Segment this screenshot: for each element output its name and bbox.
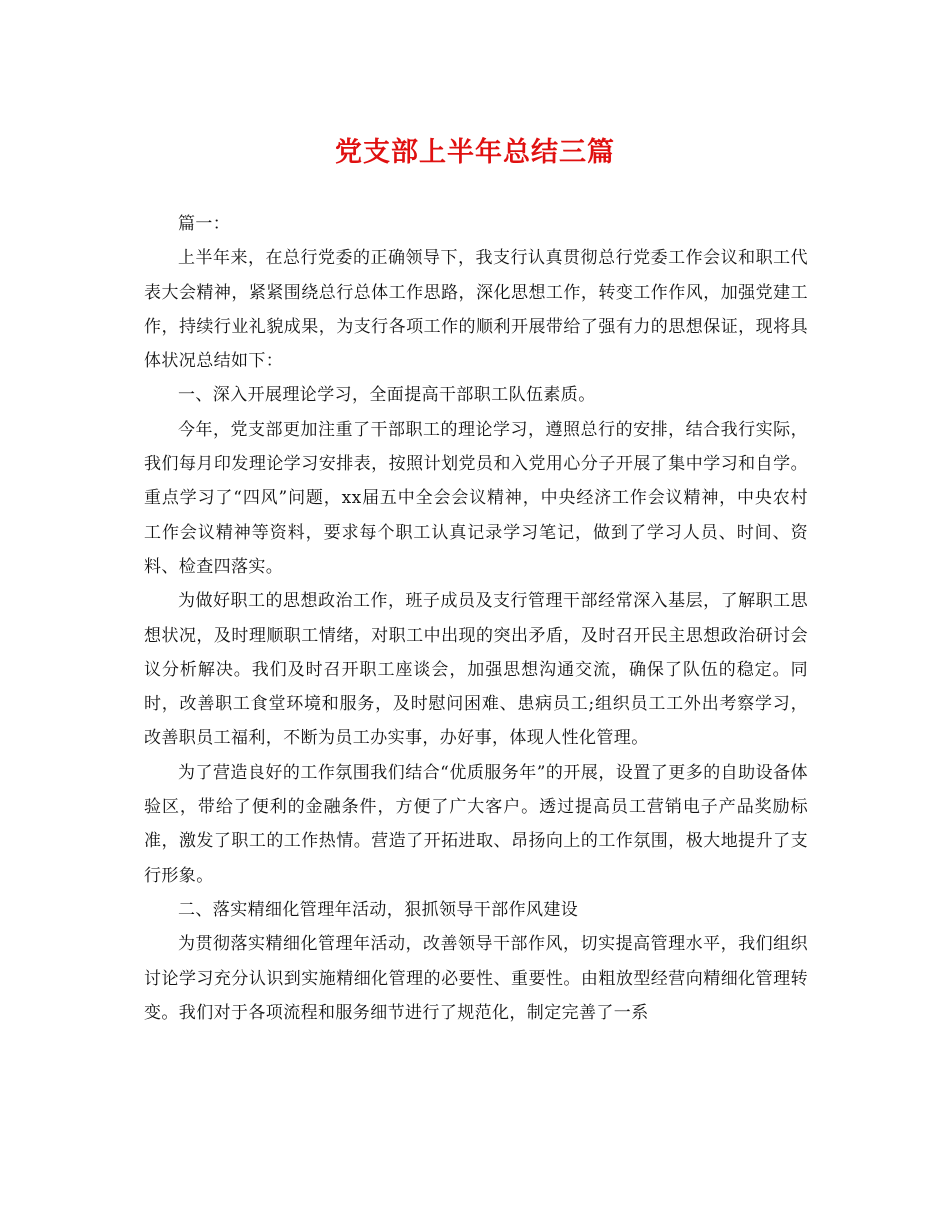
paragraph-section-label: 篇一： (178, 214, 231, 234)
document-title: 党支部上半年总结三篇 (335, 137, 615, 168)
document-body (144, 207, 808, 1030)
paragraph-work-atmosphere: 为了营造良好的工作氛围我们结合“优质服务年”的开展，设置了更多的自助设备体验区，带给了便利的金融条件，方便了广大客户。透过提高员工营销电子产品奖励标准，激发了职工的工作热情。营造了开拓进取、昂扬向上的工作氛围，极大地提升了支行形象。 (144, 762, 808, 886)
paragraph-intro: 上半年来，在总行党委的正确领导下，我支行认真贯彻总行党委工作会议和职工代表大会精神，紧紧围绕总行总体工作思路，深化思想工作，转变工作作风，加强党建工作，持续行业礼貌成果，为支行各项工作的顺利开展带给了强有力的思想保证，现将具体状况总结如下： (144, 248, 808, 372)
paragraph-refined-management: 为贯彻落实精细化管理年活动，改善领导干部作风，切实提高管理水平，我们组织讨论学习充分认识到实施精细化管理的必要性、重要性。由粗放型经营向精细化管理转变。我们对于各项流程和服务细节进行了规范化，制定完善了一系 (144, 934, 808, 1023)
paragraph-theory-study: 今年，党支部更加注重了干部职工的理论学习，遵照总行的安排，结合我行实际，我们每月印发理论学习安排表，按照计划党员和入党用心分子开展了集中学习和自学。重点学习了“四风”问题，xx届五中全会会议精神，中央经济工作会议精神，中央农村工作会议精神等资料，要求每个职工认真记录学习笔记，做到了学习人员、时间、资料、检查四落实。 (144, 419, 808, 577)
paragraph-heading-1: 一、深入开展理论学习，全面提高干部职工队伍素质。 (178, 385, 596, 406)
paragraph-heading-2: 二、落实精细化管理年活动，狠抓领导干部作风建设 (178, 899, 579, 920)
paragraph-political-work: 为做好职工的思想政治工作，班子成员及支行管理干部经常深入基层，了解职工思想状况，及时理顺职工情绪，对职工中出现的突出矛盾，及时召开民主思想政治研讨会议分析解决。我们及时召开职工座谈会，加强思想沟通交流，确保了队伍的稳定。同时，改善职工食堂环境和服务，及时慰问困难、患病员工;组织员工工外出考察学习，改善职员工福利，不断为员工办实事，办好事，体现人性化管理。 (144, 591, 808, 749)
